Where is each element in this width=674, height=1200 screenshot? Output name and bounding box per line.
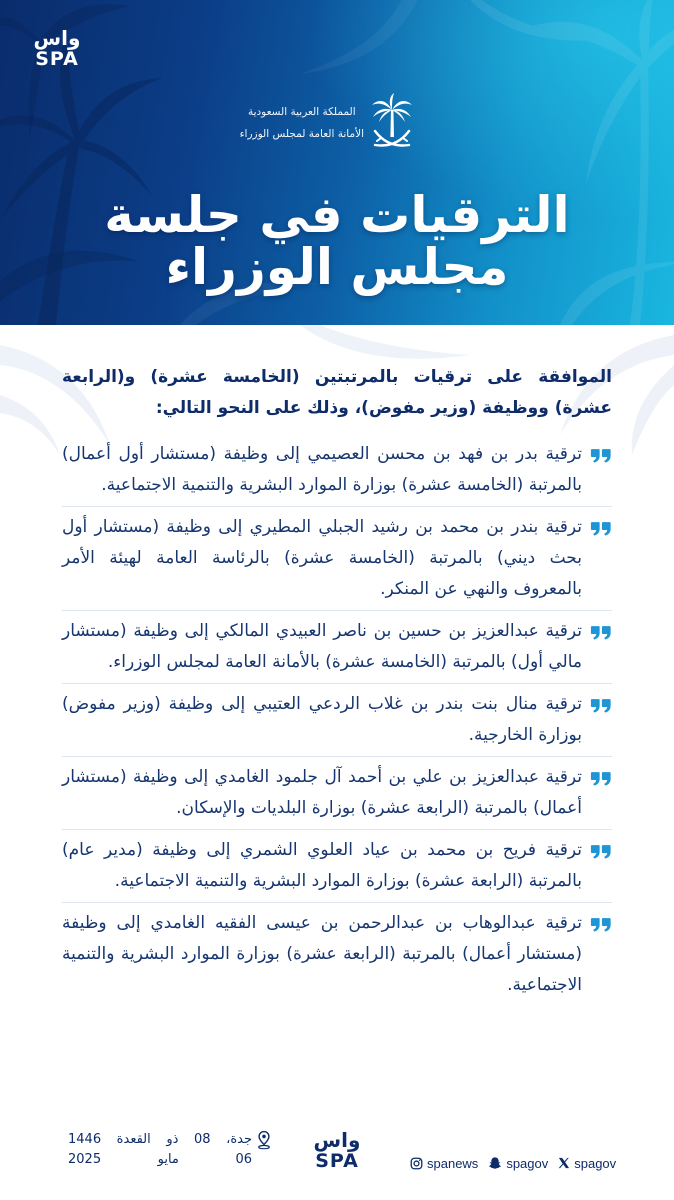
spa-logo-arabic: واس [33, 26, 81, 50]
title-line-1: الترقيات في جلسة [104, 186, 570, 244]
emblem-line-secretariat: الأمانة العامة لمجلس الوزراء [239, 128, 364, 140]
footer [0, 1122, 674, 1192]
list-item [62, 507, 612, 611]
list-item [62, 903, 612, 1006]
quote-icon [590, 625, 612, 640]
social-x [558, 1156, 616, 1171]
quote-icon [590, 771, 612, 786]
intro-text: الموافقة على ترقيات بالمرتبتين (الخامسة عشرة) و(الرابعة عشرة) ووظيفة (وزير مفوض)، وذلك على النحو التالي: [62, 367, 612, 418]
dateline [68, 1130, 252, 1170]
spa-logo [28, 28, 86, 69]
social-snapchat [488, 1156, 548, 1171]
quote-icon [590, 917, 612, 932]
instagram-handle: spanews [427, 1155, 479, 1171]
item-text: ترقية عبدالعزيز بن حسين بن ناصر العبيدي المالكي إلى وظيفة (مستشار مالي أول) بالمرتبة (الخامسة عشرة) بالأمانة العامة لمجلس الوزراء. [62, 621, 582, 672]
spa-logo-latin: SPA [35, 48, 79, 70]
snapchat-handle: spagov [506, 1155, 549, 1171]
list-item [62, 434, 612, 507]
list-item [62, 684, 612, 757]
emblem-line-kingdom: المملكة العربية السعودية [247, 106, 356, 118]
list-item [62, 611, 612, 684]
date-gregorian: 06 مايو 2025 [68, 1152, 252, 1167]
item-text: ترقية بدر بن فهد بن محسن العصيمي إلى وظيفة (مستشار أول أعمال) بالمرتبة (الخامسة عشرة) بوزارة الموارد البشرية والتنمية الاجتماعية. [62, 444, 582, 495]
location-pin-icon [256, 1130, 272, 1150]
decision-content [62, 362, 612, 1006]
snapchat-icon [488, 1156, 502, 1170]
social-instagram [410, 1156, 478, 1171]
title-line-2: مجلس الوزراء [165, 238, 509, 296]
quote-icon [590, 698, 612, 713]
quote-icon [590, 844, 612, 859]
emblem-calligraphy [240, 101, 364, 145]
item-text: ترقية منال بنت بندر بن غلاب الردعي العتيبي إلى وظيفة (وزير مفوض) بوزارة الخارجية. [62, 694, 582, 745]
item-text: ترقية بندر بن محمد بن رشيد الجبلي المطيري إلى وظيفة (مستشار أول بحث ديني) بالمرتبة (الخامسة عشرة) بالرئاسة العامة لهيئة الأمر بالمعروف والنهي عن المنكر. [62, 517, 582, 599]
social-handles [410, 1155, 616, 1171]
footer-spa-logo [308, 1130, 366, 1171]
item-text: ترقية فريح بن محمد بن عياد العلوي الشمري إلى وظيفة (مدير عام) بالمرتبة (الرابعة عشرة) بوزارة الموارد البشرية والتنمية الاجتماعية. [62, 840, 582, 891]
x-icon [558, 1157, 570, 1169]
instagram-icon [410, 1157, 423, 1170]
page-title [0, 186, 674, 296]
list-item [62, 830, 612, 903]
x-handle: spagov [574, 1155, 617, 1171]
footer-logo-latin: SPA [315, 1150, 359, 1172]
list-item [62, 757, 612, 830]
palm-swords-icon [370, 93, 414, 153]
promotions-list [62, 434, 612, 1006]
cabinet-emblem [236, 92, 414, 154]
header-banner [0, 0, 674, 325]
quote-icon [590, 448, 612, 463]
quote-icon [590, 521, 612, 536]
item-text: ترقية عبدالعزيز بن علي بن أحمد آل جلمود الغامدي إلى وظيفة (مستشار أعمال) بالمرتبة (الرابعة عشرة) بوزارة البلديات والإسكان. [62, 767, 582, 818]
footer-logo-arabic: واس [313, 1128, 361, 1152]
item-text: ترقية عبدالوهاب بن عبدالرحمن بن عيسى الفقيه الغامدي إلى وظيفة (مستشار أعمال) بالمرتبة (الرابعة عشرة) بوزارة الموارد البشرية والتنمية الاجتماعية. [62, 913, 582, 995]
date-hijri: جدة، 08 ذو القعدة 1446 [68, 1132, 252, 1147]
